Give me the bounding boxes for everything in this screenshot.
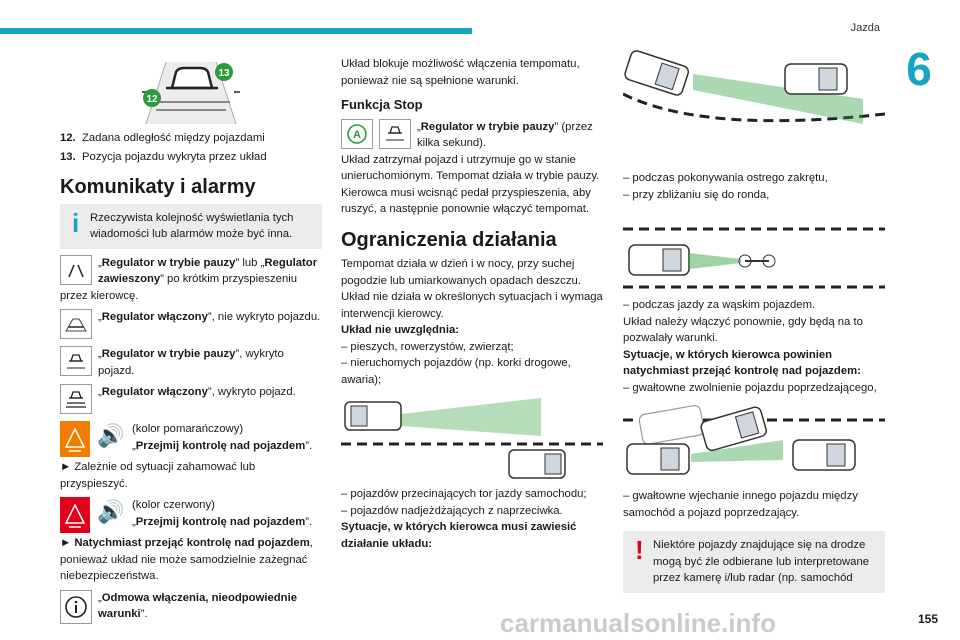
distance-illustration <box>60 44 322 126</box>
list-item: – nieruchomych pojazdów (np. korki drogowe, awaria); <box>341 357 571 386</box>
narrow-vehicle-illustration <box>623 221 885 293</box>
crossing-illustration <box>341 392 603 482</box>
middle-column <box>341 56 604 552</box>
left-column <box>60 40 322 626</box>
instruction: ► Natychmiast przejąć kontrolę nad pojazdem, ponieważ układ nie może samodzielnie zażegnać niebezpieczeństwa. <box>60 537 313 582</box>
section-name: Jazda <box>850 22 880 34</box>
legend-item <box>60 149 322 166</box>
section-title: Ograniczenia działania <box>341 228 557 251</box>
auto-icon <box>341 119 373 149</box>
watermark: carmanualsonline.info <box>500 608 776 638</box>
right-column <box>623 40 885 599</box>
section-title: Komunikaty i alarmy <box>60 176 256 198</box>
paragraph: Układ nie uwzględnia: <box>341 324 460 336</box>
list-item: – pojazdów przecinających tor jazdy samochodu; <box>341 488 587 500</box>
curve-illustration <box>623 44 885 164</box>
legend-item <box>60 130 322 147</box>
message-item: A „Regulator w trybie pauzy” (przez kilka sekund). <box>341 119 604 152</box>
paragraph: Tempomat działa w dzień i w nocy, przy suchej pogodzie lub umiarkowanych opadach deszczu. Układ nie działa w określonych sytuacjach i wymaga interwencji kierowcy. <box>341 258 603 320</box>
warning-icon: ! <box>635 535 644 565</box>
car-detected-icon <box>60 346 92 376</box>
page-number: 155 <box>917 612 938 626</box>
list-item: – podczas pokonywania ostrego zakrętu, <box>623 172 828 184</box>
badge-12: 12 <box>146 94 158 105</box>
take-control-red-icon <box>60 497 90 533</box>
list-item: – gwałtowne wjechanie innego pojazdu między samochód a pojazd poprzedzający. <box>623 490 858 519</box>
message-item: „Regulator włączony”, wykryto pojazd. <box>60 384 322 416</box>
message-item: „Regulator włączony”, nie wykryto pojazdu. <box>60 309 322 341</box>
list-item: – przy zbliżaniu się do ronda, <box>623 188 770 201</box>
paragraph: Układ należy włączyć ponownie, gdy będą na to pozwalały warunki. <box>623 315 863 344</box>
message-item: „Regulator w trybie pauzy”, wykryto pojazd. <box>60 346 322 379</box>
info-circle-icon <box>60 590 92 624</box>
subheading: Funkcja Stop <box>341 97 423 112</box>
take-control-orange-icon <box>60 421 90 457</box>
road-icon <box>60 309 92 339</box>
message-item: „Regulator w trybie pauzy” lub „Regulator zawieszony” po krótkim przyspieszeniu przez kierowcę. <box>60 256 318 302</box>
braking-illustration <box>623 400 885 484</box>
message-item: „Odmowa włączenia, nieodpowiednie warunki”. <box>60 590 322 626</box>
list-item: – podczas jazdy za wąskim pojazdem. <box>623 299 816 311</box>
sound-icon: 🔊 <box>97 498 125 524</box>
legend-text: Zadana odległość między pojazdami <box>82 132 265 144</box>
chapter-number: 6 <box>906 43 932 95</box>
warning-note-text: Niektóre pojazdy znajdujące się na drodze mogą być źle odbierane lub interpretowane przez kamerę i/lub radar (np. samochód <box>653 539 870 584</box>
svg-text:A: A <box>353 128 361 141</box>
list-item: – gwałtowne zwolnienie pojazdu poprzedzającego, <box>623 381 877 394</box>
instruction: ► Zależnie od sytuacji zahamować lub przyspieszyć. <box>60 461 256 490</box>
legend-num: 12. <box>60 132 76 144</box>
header-bar <box>0 28 472 34</box>
sound-icon: 🔊 <box>97 422 125 448</box>
paragraph: Sytuacje, w których kierowca powinien natychmiast przejąć kontrolę nad pojazdem: <box>623 348 861 377</box>
badge-13: 13 <box>218 68 230 79</box>
paused-icon <box>60 255 92 285</box>
paragraph: Sytuacje, w których kierowca musi zawiesić działanie układu: <box>341 521 577 550</box>
message-item: 🔊 (kolor pomarańczowy) „Przejmij kontrolę nad pojazdem”. <box>60 421 322 459</box>
warning-note <box>623 531 885 593</box>
info-note-text: Rzeczywista kolejność wyświetlania tych wiadomości lub alarmów może być inna. <box>90 211 294 240</box>
info-icon: i <box>72 207 80 238</box>
info-note <box>60 204 322 249</box>
paragraph: Układ blokuje możliwość włączenia tempomatu, ponieważ nie są spełnione warunki. <box>341 58 580 87</box>
paragraph: Układ zatrzymał pojazd i utrzymuje go w stanie unieruchomionym. Tempomat działa w trybie pauzy. Kierowca musi wcisnąć pedał przyspieszenia, aby ruszyć, a następnie ponownie włączyć tempomat. <box>341 153 600 215</box>
list-item: – pieszych, rowerzystów, zwierząt; <box>341 340 514 353</box>
car-detected-icon <box>379 119 411 149</box>
legend-num: 13. <box>60 150 76 163</box>
list-item: – pojazdów nadjeżdżających z naprzeciwka. <box>341 504 563 517</box>
message-item: 🔊 (kolor czerwony) „Przejmij kontrolę nad pojazdem”. <box>60 497 322 535</box>
car-detected-active-icon <box>60 384 92 414</box>
legend-text: Pozycja pojazdu wykryta przez układ <box>82 150 267 163</box>
